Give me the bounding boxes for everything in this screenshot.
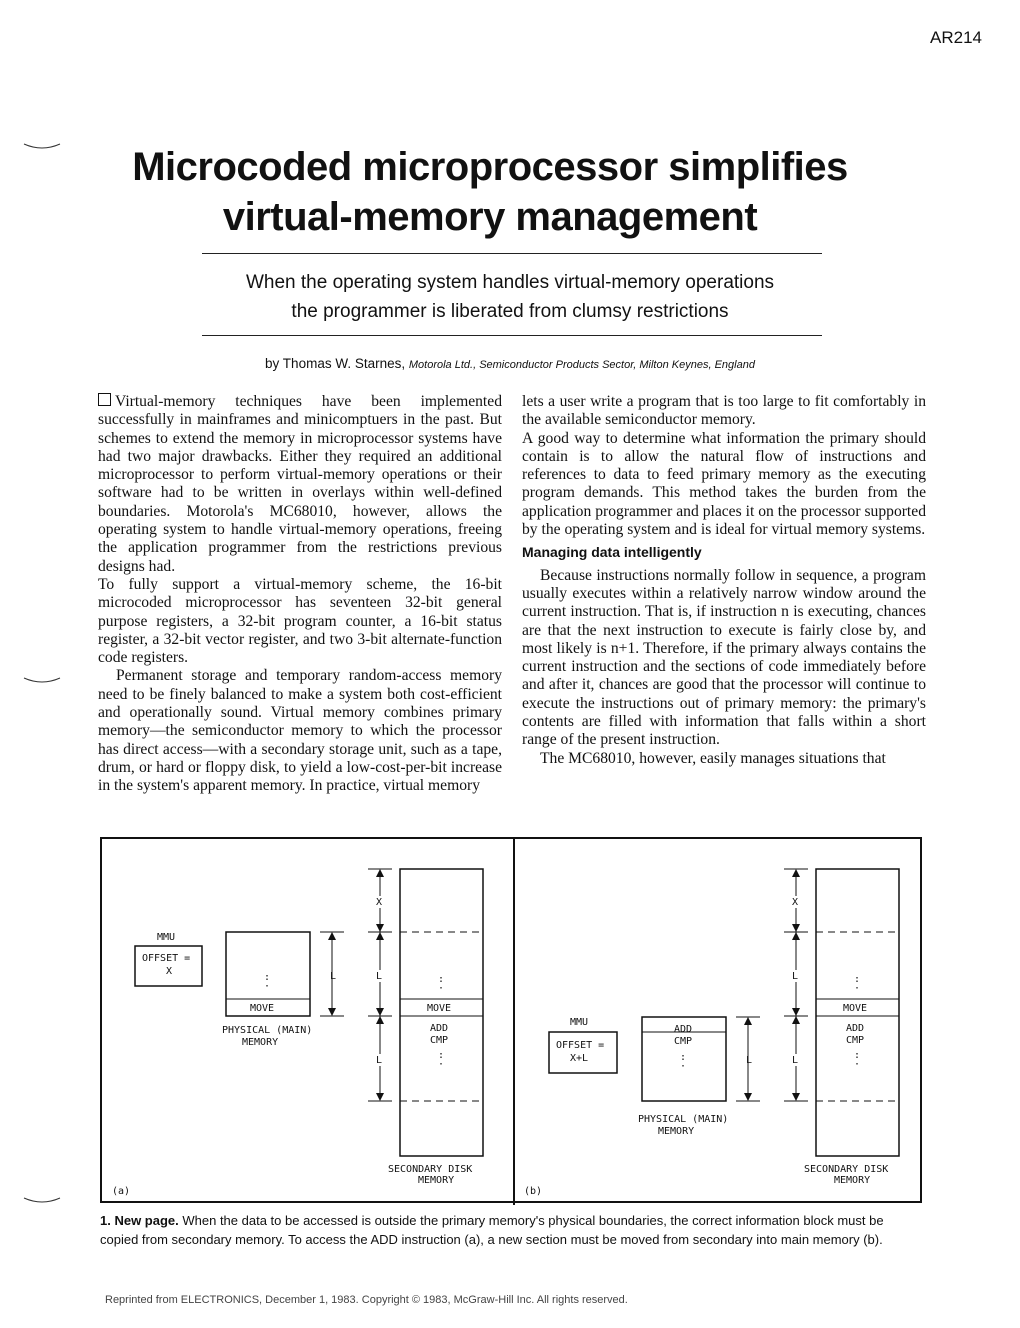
- primary-memory-label: PHYSICAL (MAIN): [638, 1114, 729, 1125]
- secondary-instruction: ADD: [846, 1023, 865, 1034]
- dimension-label: L: [376, 1055, 383, 1066]
- primary-instruction: MOVE: [250, 1003, 275, 1014]
- svg-text:·: ·: [854, 1059, 861, 1070]
- byline: [160, 356, 860, 371]
- offset-label: OFFSET =: [142, 953, 191, 964]
- dimension-label: L: [792, 1055, 799, 1066]
- svg-text:·: ·: [264, 981, 271, 992]
- article-title-line1: Microcoded microprocessor simplifies: [132, 145, 848, 189]
- secondary-instruction: ADD: [430, 1023, 449, 1034]
- article-title-line2: virtual-memory management: [222, 195, 758, 239]
- svg-text:·: ·: [438, 1059, 445, 1070]
- paragraph: The MC68010, however, easily manages situations that: [540, 749, 886, 767]
- secondary-memory-label: SECONDARY DISK: [804, 1164, 889, 1175]
- primary-memory-label: PHYSICAL (MAIN): [222, 1025, 313, 1036]
- subtitle-line2: the programmer is liberated from clumsy restrictions: [291, 301, 729, 322]
- dimension-label: X: [792, 897, 799, 908]
- svg-text::: :: [680, 1052, 687, 1063]
- section-heading: Managing data intelligently: [522, 544, 702, 561]
- svg-text:·: ·: [854, 983, 861, 994]
- left-column: [98, 393, 502, 796]
- svg-text::: :: [854, 974, 861, 985]
- offset-value: X+L: [570, 1053, 589, 1064]
- figure-caption: [100, 1211, 922, 1249]
- paragraph: Permanent storage and temporary random-access memory need to be finely balanced to make a system both cost-efficient and operationally sound. Virtual memory combines primary memory—the semiconductor memory to which the processor has direct access—with a secondary storage unit, such as a tape, drum, or hard or floppy disk, to yield a low-cost-per-bit increase in the system's apparent memory. In practice, virtual memory: [98, 667, 502, 795]
- secondary-memory-label: MEMORY: [834, 1175, 871, 1186]
- document-id: AR214: [930, 28, 982, 47]
- secondary-memory-label: MEMORY: [418, 1175, 455, 1186]
- margin-mark: [22, 1196, 62, 1206]
- primary-memory-label: MEMORY: [242, 1037, 279, 1048]
- figure-diagram: [102, 839, 924, 1205]
- panel-label: (b): [524, 1186, 543, 1197]
- paragraph: Because instructions normally follow in sequence, a program usually executes within a relatively narrow window around the current instruction. That is, if instruction n is executing, chances are that the next instruction to execute is fairly close by, and most likely is n+1. Therefore, if the primary always contains the current instruction and the sections of code immediately before and after it, chances are good that the processor will continue to execute the instructions out of primary memory: the primary's contents are filled with information that falls within a short range of the present instruction.: [522, 566, 926, 749]
- mmu-label: MMU: [570, 1017, 589, 1028]
- svg-text::: :: [854, 1050, 861, 1061]
- section-start-box-icon: [98, 393, 111, 406]
- paragraph: A good way to determine what information the primary should contain is to allow the natural flow of instructions and references to data to feed primary memory as the executing program demands. This method takes the burden from the application programmer and places it on the processor supported by the operating system and is ideal for virtual memory systems.: [522, 429, 926, 539]
- paragraph: Virtual-memory techniques have been implemented successfully in mainframes and minicomptuers in the past. But schemes to extend the memory in microprocessor systems have had two major drawbacks. Either they required an additional microprocessor to perform virtual-memory operations or their software had to be written in overlays within well-defined boundaries. Motorola's MC68010, however, allows the operating system to handle virtual-memory operations, freeing the application programmer from the restrictions previous designs had.: [98, 393, 502, 575]
- primary-memory-label: MEMORY: [658, 1126, 695, 1137]
- svg-text:·: ·: [438, 983, 445, 994]
- caption-text: When the data to be accessed is outside the primary memory's physical boundaries, the correct information block must be copied from secondary memory. To access the ADD instruction (a), a new section must be moved from secondary into main memory (b).: [100, 1213, 884, 1247]
- title-rule: [202, 253, 822, 254]
- dimension-label: L: [746, 1055, 753, 1066]
- svg-text::: :: [438, 1050, 445, 1061]
- author-name: by Thomas W. Starnes,: [265, 356, 406, 371]
- right-column: [522, 393, 926, 768]
- dimension-label: L: [330, 971, 337, 982]
- caption-lead: 1. New page.: [100, 1213, 179, 1228]
- secondary-instruction: CMP: [430, 1035, 449, 1046]
- dimension-label: X: [376, 897, 383, 908]
- author-affiliation: Motorola Ltd., Semiconductor Products Sector, Milton Keynes, England: [408, 359, 755, 371]
- svg-text::: :: [438, 974, 445, 985]
- dimension-label: L: [792, 971, 799, 982]
- secondary-instruction: CMP: [846, 1035, 865, 1046]
- secondary-instruction: MOVE: [427, 1003, 452, 1014]
- offset-label: OFFSET =: [556, 1040, 605, 1051]
- panel-a: [112, 869, 483, 1197]
- secondary-instruction: MOVE: [843, 1003, 868, 1014]
- primary-instruction: ADD: [674, 1024, 693, 1035]
- paragraph: To fully support a virtual-memory scheme, the 16-bit microcoded microprocessor has seventeen 32-bit general purpose registers, a 32-bit program counter, a 16-bit status register, a 32-bit vector register, and two 3-bit alternate-function code registers.: [98, 575, 502, 667]
- offset-value: X: [166, 966, 173, 977]
- dimension-label: L: [376, 971, 383, 982]
- ellipsis-dots: :: [264, 972, 271, 983]
- subtitle-rule: [202, 335, 822, 336]
- paragraph: lets a user write a program that is too large to fit comfortably in the available semiconductor memory.: [522, 393, 926, 429]
- secondary-memory-label: SECONDARY DISK: [388, 1164, 473, 1175]
- subtitle-line1: When the operating system handles virtual-memory operations: [245, 272, 775, 293]
- panel-b: [524, 869, 899, 1197]
- reprint-footer: Reprinted from ELECTRONICS, December 1, 1983. Copyright © 1983, McGraw-Hill Inc. All rights reserved.: [105, 1294, 628, 1306]
- svg-text:·: ·: [680, 1061, 687, 1072]
- panel-label: (a): [112, 1186, 131, 1197]
- figure-1: [100, 837, 922, 1203]
- margin-mark: [22, 676, 62, 686]
- primary-instruction: CMP: [674, 1036, 693, 1047]
- mmu-label: MMU: [157, 932, 176, 943]
